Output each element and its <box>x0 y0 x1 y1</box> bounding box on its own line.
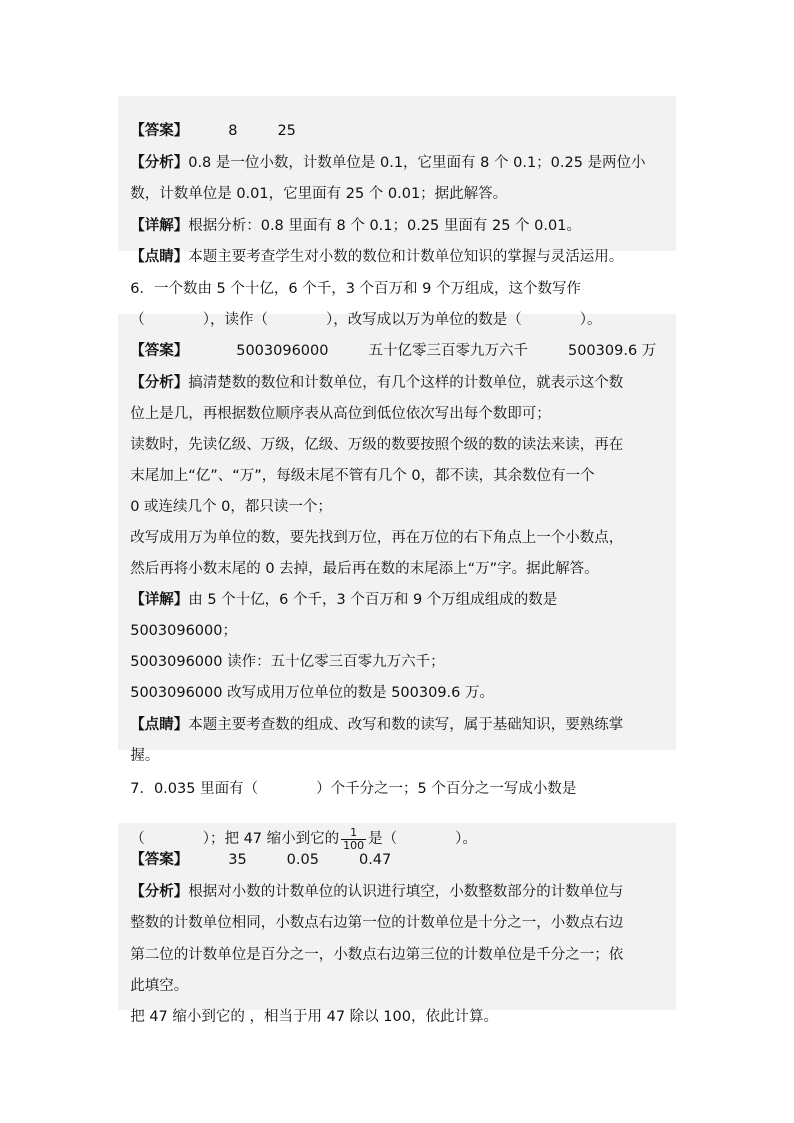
detail-tag: 【详解】 <box>130 592 189 608</box>
detail-tag: 【详解】 <box>130 218 189 234</box>
fraction-numerator: 1 <box>341 827 366 840</box>
analysis-text: 0 或连续几个 0，都只读一个； <box>130 499 332 515</box>
fraction-denominator: 100 <box>343 838 365 852</box>
detail-text: 根据分析：0.8 里面有 8 个 0.1；0.25 里面有 25 个 0.01。 <box>188 218 581 234</box>
comment-text: 握。 <box>130 748 160 764</box>
question-text: 是（ ）。 <box>368 831 477 847</box>
analysis-text: 搞清楚数的数位和计数单位，有几个这样的计数单位，就表示这个数 <box>188 375 624 391</box>
answer-value: 35 <box>228 852 247 868</box>
analysis-line <box>121 987 681 1027</box>
detail-text: 5003096000； <box>130 623 237 639</box>
answer-value: 五十亿零三百零九万六千 <box>368 343 528 359</box>
analysis-text: 改写成用万为单位的数，要先找到万位，再在万位的右下角点上一个小数点， <box>130 530 624 546</box>
analysis-text: 根据对小数的计数单位的认识进行填空，小数整数部分的计数单位与 <box>188 884 624 900</box>
analysis-text: 读数时，先读亿级、万级，亿级、万级的数要按照个级的数的读法来读，再在 <box>130 437 624 453</box>
answer-value: 25 <box>277 123 296 139</box>
analysis-text: 数，计数单位是 0.01，它里面有 25 个 0.01；据此解答。 <box>130 186 508 202</box>
analysis-text: 第二位的计数单位是百分之一，小数点右边第三位的计数单位是千分之一；依 <box>130 947 624 963</box>
detail-text: 5003096000 改写成用万位单位的数是 500309.6 万。 <box>130 685 494 701</box>
answer-value: 500309.6 万 <box>567 343 657 359</box>
detail-text: 5003096000 读作：五十亿零三百零九万六千； <box>130 654 445 670</box>
analysis-text: 然后再将小数末尾的 0 去掉，最后再在数的末尾添上“万”字。据此解答。 <box>130 561 599 577</box>
question-text: （ ）；把 47 缩小到它的 <box>130 831 340 847</box>
answer-value: 0.05 <box>286 852 319 868</box>
analysis-text: 此填空。 <box>130 978 189 994</box>
question-line <box>121 759 681 799</box>
analysis-text: 末尾加上“亿”、“万”，每级末尾不管有几个 0，都不读，其余数位有一个 <box>130 468 595 484</box>
comment-tag: 【点睛】 <box>130 717 189 733</box>
analysis-text: 位上是几，再根据数位顺序表从高位到低位依次写出每个数即可； <box>130 406 551 422</box>
comment-text: 本题主要考查学生对小数的数位和计数单位知识的掌握与灵活运用。 <box>188 249 624 265</box>
analysis-tag: 【分析】 <box>130 155 189 171</box>
detail-text: 由 5 个十亿，6 个千，3 个百万和 9 个万组成组成的数是 <box>188 592 558 608</box>
answer-tag: 【答案】 <box>130 343 189 359</box>
answer-value: 5003096000 <box>236 343 329 359</box>
comment-text: 本题主要考查数的组成、改写和数的读写，属于基础知识，要熟练掌 <box>188 717 624 733</box>
analysis-text: 整数的计数单位相同，小数点右边第一位的计数单位是十分之一，小数点右边 <box>130 915 624 931</box>
question-text: （ ），读作（ ），改写成以万为单位的数是（ ）。 <box>130 312 602 328</box>
answer-tag: 【答案】 <box>130 852 189 868</box>
answer-value: 0.47 <box>358 852 392 868</box>
question-text: 6．一个数由 5 个十亿，6 个千，3 个百万和 9 个万组成，这个数写作 <box>130 281 581 297</box>
analysis-text: 把 47 缩小到它的 ，相当于用 47 除以 100，依此计算。 <box>130 1009 498 1025</box>
answer-tag: 【答案】 <box>130 123 189 139</box>
analysis-tag: 【分析】 <box>130 884 189 900</box>
comment-tag: 【点睛】 <box>130 249 189 265</box>
question-text: 7．0.035 里面有（ ）个千分之一；5 个百分之一写成小数是 <box>130 781 577 797</box>
analysis-text: 0.8 是一位小数，计数单位是 0.1，它里面有 8 个 0.1；0.25 是两位小 <box>188 155 646 171</box>
answer-value: 8 <box>228 123 238 139</box>
analysis-tag: 【分析】 <box>130 375 189 391</box>
